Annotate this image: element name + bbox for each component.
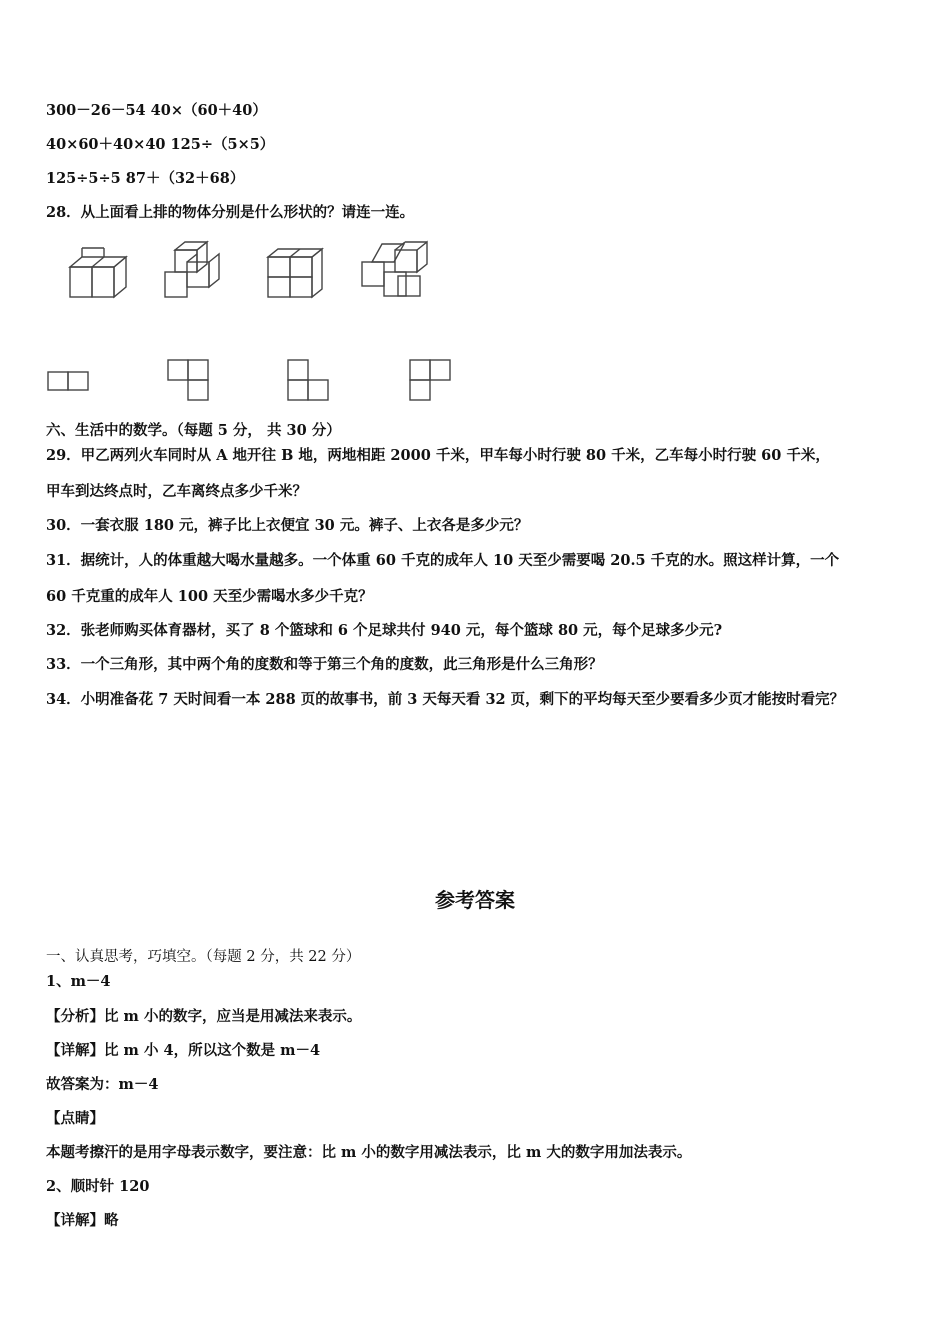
answer-1-tip: 本题考擦汗的是用字母表示数字，要注意：比 m 小的数字用减法表示，比 m 大的数字用加法表示。 — [46, 1144, 692, 1161]
question-31-line-1: 31．据统计，人的体重越大喝水量越多。一个体重 60 千克的成年人 10 天至少需要喝 20.5 千克的水。照这样计算，一个 — [46, 552, 840, 569]
answer-1-result: 故答案为：m－4 — [46, 1076, 159, 1093]
answer-2-detail: 【详解】略 — [46, 1212, 119, 1229]
question-33: 33．一个三角形，其中两个角的度数和等于第三个角的度数，此三角形是什么三角形？ — [46, 656, 603, 673]
calc-line-2: 40×60＋40×40 125÷（5×5） — [46, 136, 275, 153]
question-31-line-2: 60 千克重的成年人 100 天至少需喝水多少千克？ — [46, 588, 373, 605]
answer-1-analysis: 【分析】比 m 小的数字，应当是用减法来表示。 — [46, 1008, 362, 1025]
question-29-line-1: 29．甲乙两列火车同时从 A 地开往 B 地，两地相距 2000 千米，甲车每小时行驶 80 千米，乙车每小时行驶 60 千米， — [46, 447, 830, 464]
cube-figure-1 — [70, 248, 126, 297]
cube-figure-4 — [362, 242, 427, 296]
answer-1-tip-label: 【点睛】 — [46, 1110, 104, 1127]
calc-line-1: 300－26－54 40×（60＋40） — [46, 102, 267, 119]
section-1-heading: 一、认真思考，巧填空。（每题 2 分，共 22 分） — [46, 949, 361, 965]
answer-1-detail: 【详解】比 m 小 4，所以这个数是 m－4 — [46, 1042, 321, 1059]
top-view-3 — [288, 360, 328, 400]
question-29-line-2: 甲车到达终点时，乙车离终点多少千米？ — [46, 483, 307, 500]
question-32: 32．张老师购买体育器材，买了 8 个篮球和 6 个足球共付 940 元，每个篮球 80 元，每个足球多少元? — [46, 622, 723, 639]
answer-1: 1、m－4 — [46, 973, 111, 990]
question-30: 30．一套衣服 180 元，裤子比上衣便宜 30 元。裤子、上衣各是多少元？ — [46, 517, 529, 534]
cube-figure-3 — [268, 249, 322, 297]
top-view-2 — [168, 360, 208, 400]
cube-figure-2 — [165, 242, 219, 297]
question-28: 28．从上面看上排的物体分别是什么形状的？请连一连。 — [46, 204, 415, 221]
top-view-1 — [48, 372, 88, 390]
top-view-4 — [410, 360, 450, 400]
top-view-row — [40, 356, 460, 406]
answer-title: 参考答案 — [435, 888, 515, 912]
calc-line-3: 125÷5÷5 87＋（32＋68） — [46, 170, 245, 187]
answer-2: 2、顺时针 120 — [46, 1178, 150, 1195]
question-34: 34．小明准备花 7 天时间看一本 288 页的故事书，前 3 天每天看 32 页，剩下的平均每天至少要看多少页才能按时看完？ — [46, 691, 845, 708]
cube-figures-row — [40, 232, 440, 312]
section-6-heading: 六、生活中的数学。（每题 5 分， 共 30 分） — [46, 422, 341, 439]
